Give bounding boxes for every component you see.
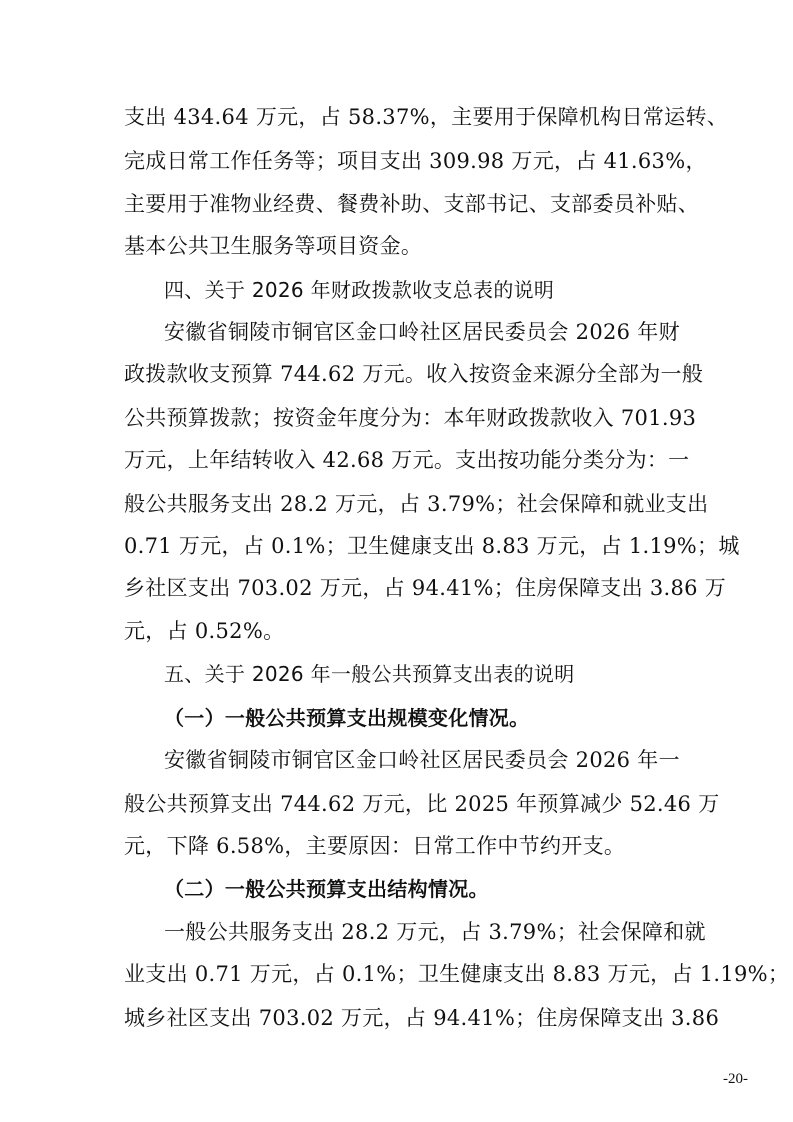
body-text-line: 般公共服务支出 28.2 万元，占 3.79%；社会保障和就业支出 bbox=[124, 492, 709, 516]
body-text-line: 公共预算拨款；按资金年度分为：本年财政拨款收入 701.93 bbox=[124, 406, 697, 430]
body-text-line: 0.71 万元，占 0.1%；卫生健康支出 8.83 万元，占 1.19%；城 bbox=[124, 534, 740, 558]
page-number: -20- bbox=[723, 1071, 748, 1087]
body-text-line: 安徽省铜陵市铜官区金口岭社区居民委员会 2026 年一 bbox=[164, 748, 680, 772]
subsection-heading-2: （二）一般公共预算支出结构情况。 bbox=[164, 877, 489, 901]
body-text-line: 元，下降 6.58%，主要原因：日常工作中节约开支。 bbox=[124, 834, 626, 858]
section-heading-4: 四、关于 2026 年财政拨款收支总表的说明 bbox=[164, 278, 555, 302]
body-text-line: 支出 434.64 万元，占 58.37%，主要用于保障机构日常运转、 bbox=[124, 105, 729, 129]
body-text-line: 完成日常工作任务等；项目支出 309.98 万元，占 41.63%， bbox=[124, 149, 707, 173]
subsection-heading-1: （一）一般公共预算支出规模变化情况。 bbox=[164, 706, 530, 730]
body-text-line: 安徽省铜陵市铜官区金口岭社区居民委员会 2026 年财 bbox=[164, 320, 680, 344]
body-text-line: 基本公共卫生服务等项目资金。 bbox=[124, 234, 423, 258]
body-text-line: 乡社区支出 703.02 万元，占 94.41%；住房保障支出 3.86 万 bbox=[124, 576, 727, 600]
body-text-line: 一般公共服务支出 28.2 万元，占 3.79%；社会保障和就 bbox=[164, 920, 706, 944]
body-text-line: 般公共预算支出 744.62 万元，比 2025 年预算减少 52.46 万 bbox=[124, 792, 720, 816]
body-text-line: 政拨款收支预算 744.62 万元。收入按资金来源分全部为一般 bbox=[124, 362, 704, 386]
body-text-line: 城乡社区支出 703.02 万元，占 94.41%；住房保障支出 3.86 bbox=[124, 1006, 720, 1030]
section-heading-5: 五、关于 2026 年一般公共预算支出表的说明 bbox=[164, 662, 575, 686]
body-text-line: 万元，上年结转收入 42.68 万元。支出按功能分类分为：一 bbox=[124, 448, 690, 472]
body-text-line: 主要用于准物业经费、餐费补助、支部书记、支部委员补贴、 bbox=[124, 192, 700, 216]
body-text-line: 业支出 0.71 万元，占 0.1%；卫生健康支出 8.83 万元，占 1.19%； bbox=[124, 962, 790, 986]
body-text-line: 元，占 0.52%。 bbox=[124, 619, 285, 643]
